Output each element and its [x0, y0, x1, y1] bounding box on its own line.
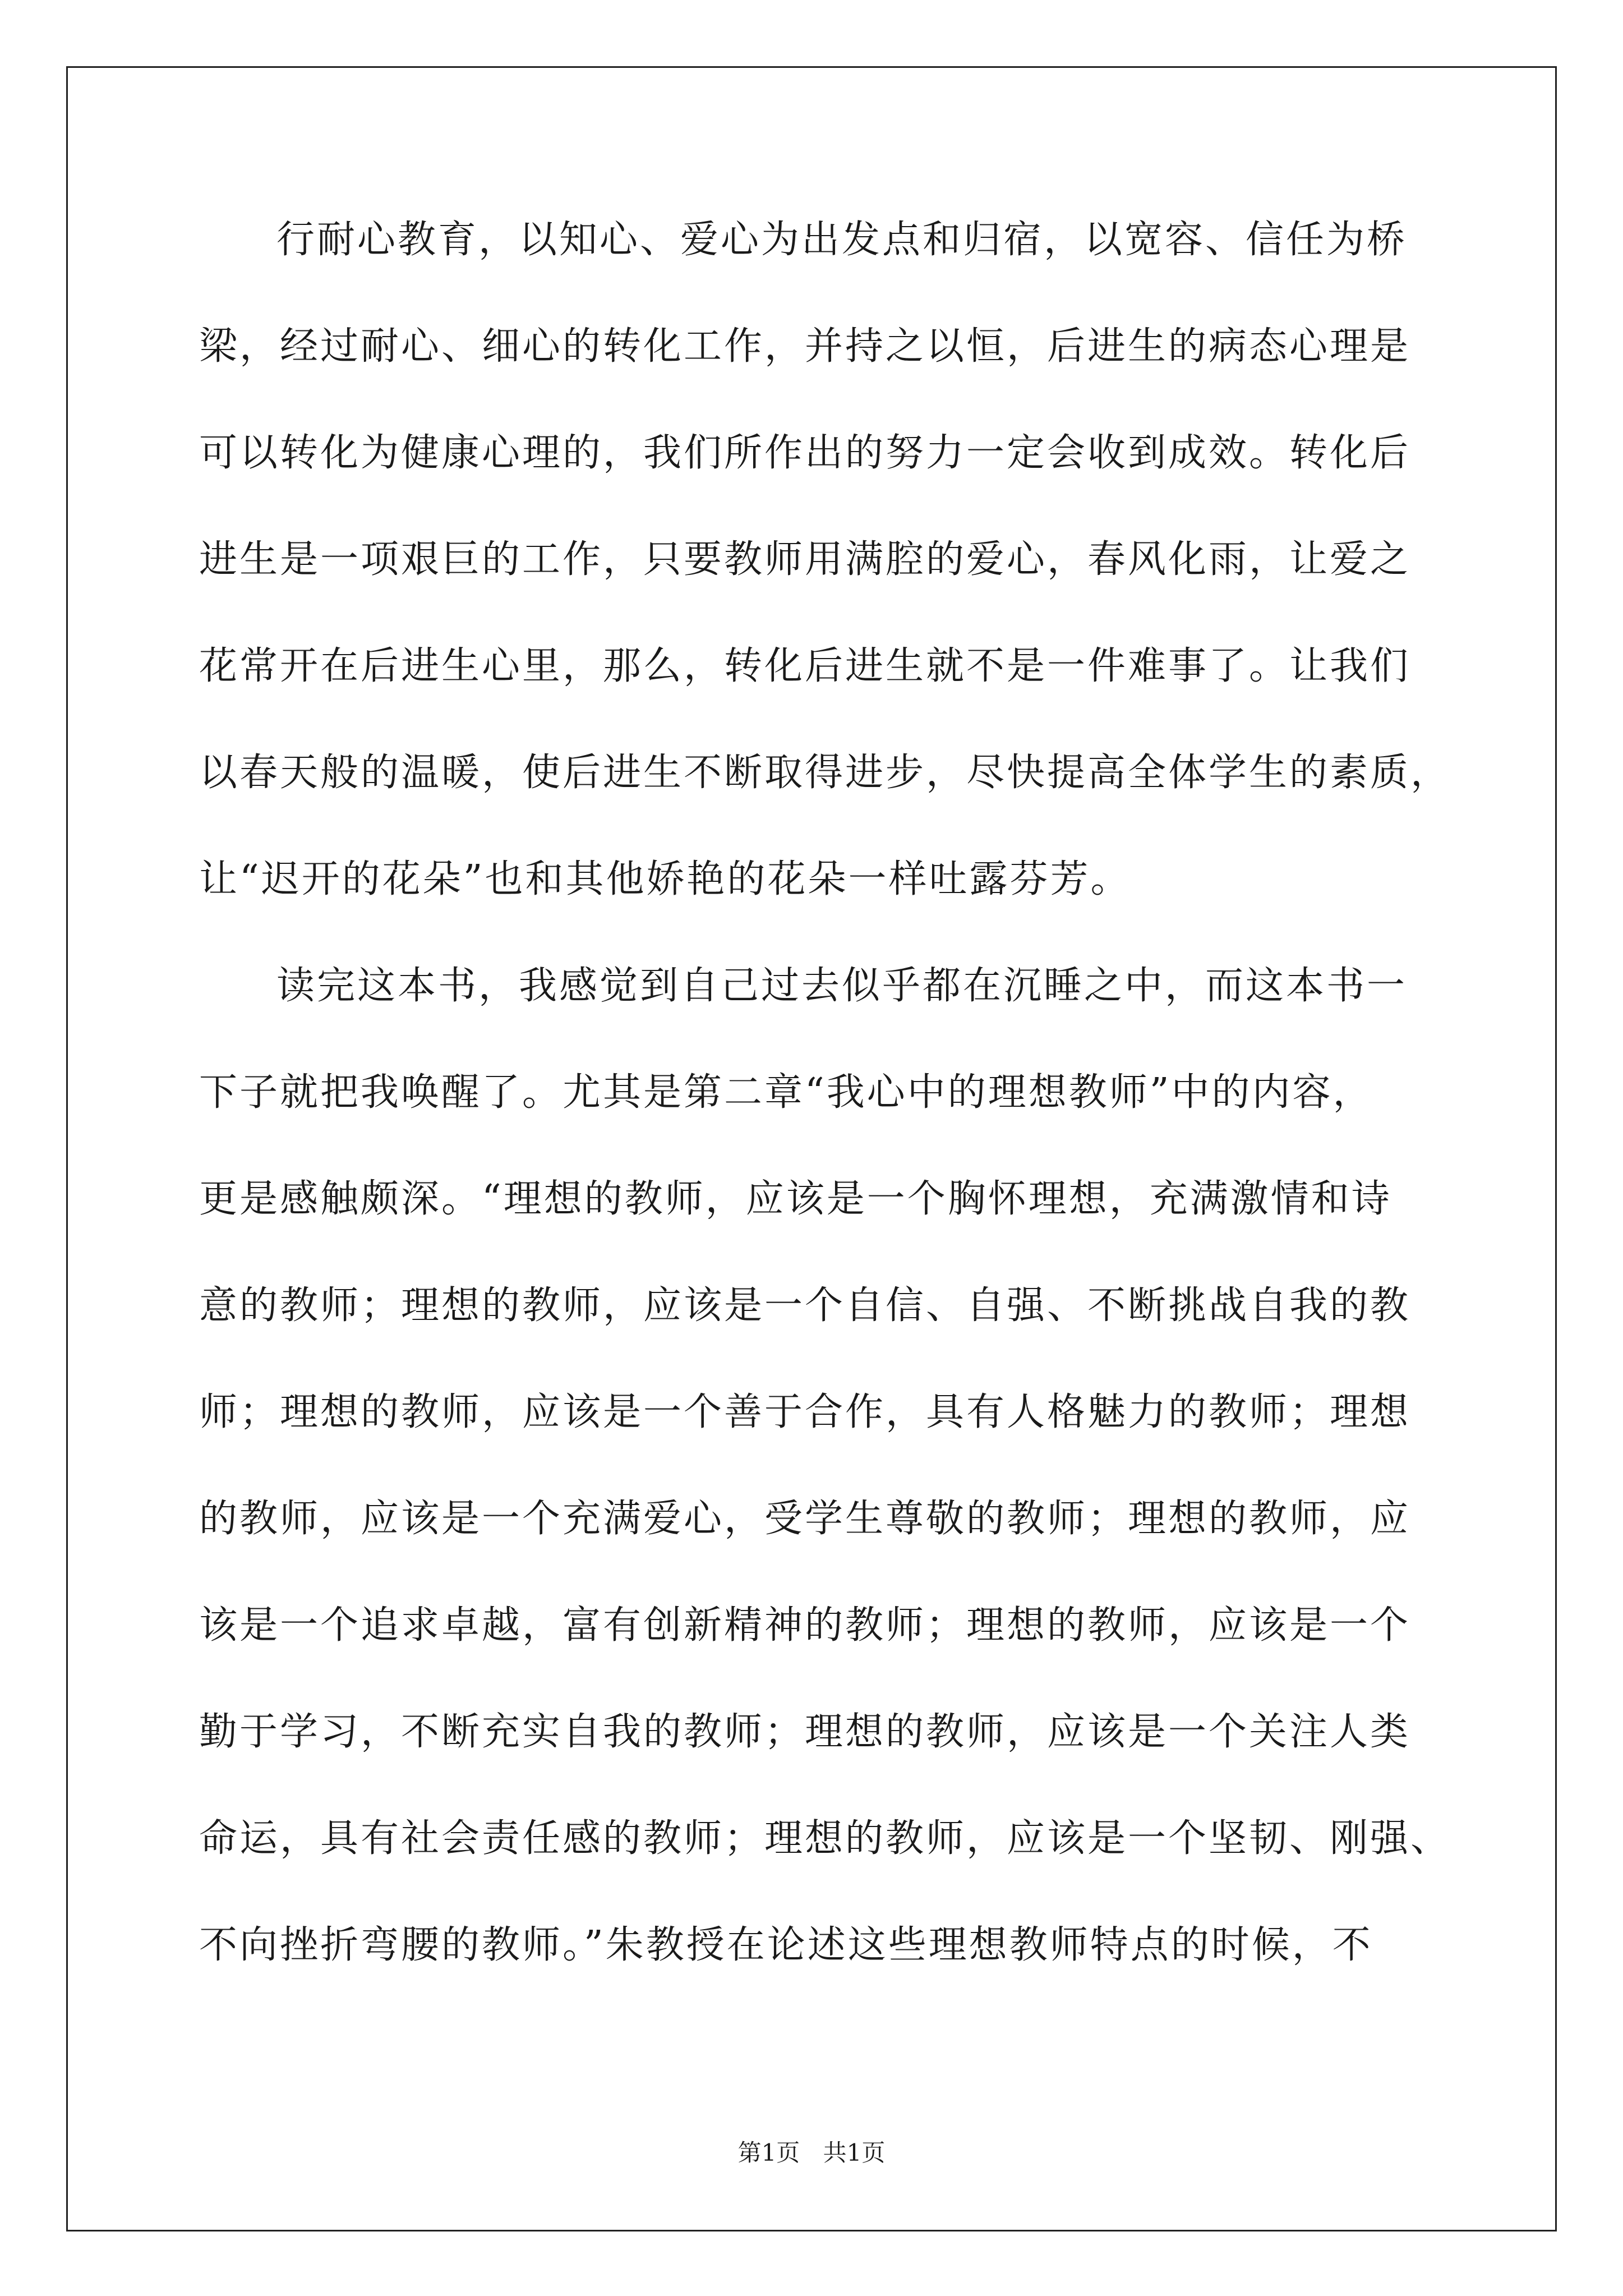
text-line: 行耐心教育，以知心、爱心为出发点和归宿，以宽容、信任为桥: [276, 218, 1408, 262]
text-line: 意的教师；理想的教师，应该是一个自信、自强、不断挑战自我的教: [199, 1283, 1411, 1328]
document-body: [199, 212, 1455, 2024]
page-number-total: 共1页: [823, 2139, 886, 2166]
text-line: 更是感触颇深。“理想的教师，应该是一个胸怀理想，充满激情和诗: [199, 1177, 1392, 1221]
text-line: 进生是一项艰巨的工作，只要教师用满腔的爱心，春风化雨，让爱之: [199, 537, 1411, 582]
text-line: 让“迟开的花朵”也和其他娇艳的花朵一样吐露芬芳。: [199, 857, 1131, 901]
page-number-current: 第1页: [737, 2139, 800, 2166]
text-line: 可以转化为健康心理的，我们所作出的努力一定会收到成效。转化后: [199, 431, 1411, 475]
text-line: 读完这本书，我感觉到自己过去似乎都在沉睡之中，而这本书一: [276, 964, 1408, 1008]
text-line: 梁，经过耐心、细心的转化工作，并持之以恒，后进生的病态心理是: [199, 324, 1411, 369]
page-footer: [0, 2134, 1623, 2168]
text-line: 命运，具有社会责任感的教师；理想的教师，应该是一个坚韧、刚强、: [199, 1816, 1451, 1861]
text-line: 勤于学习，不断充实自我的教师；理想的教师，应该是一个关注人类: [199, 1710, 1411, 1754]
text-line: 不向挫折弯腰的教师。”朱教授在论述这些理想教师特点的时候，不: [199, 1923, 1373, 1967]
text-line: 该是一个追求卓越，富有创新精神的教师；理想的教师，应该是一个: [199, 1603, 1411, 1648]
text-line: 师；理想的教师，应该是一个善于合作，具有人格魅力的教师；理想: [199, 1390, 1411, 1434]
text-line: 下子就把我唤醒了。尤其是第二章“我心中的理想教师”中的内容，: [199, 1070, 1373, 1115]
text-line: 花常开在后进生心里，那么，转化后进生就不是一件难事了。让我们: [199, 644, 1411, 688]
text-line: 以春天般的温暖，使后进生不断取得进步，尽快提高全体学生的素质，: [199, 751, 1451, 795]
text-line: 的教师，应该是一个充满爱心，受学生尊敬的教师；理想的教师，应: [199, 1497, 1411, 1541]
